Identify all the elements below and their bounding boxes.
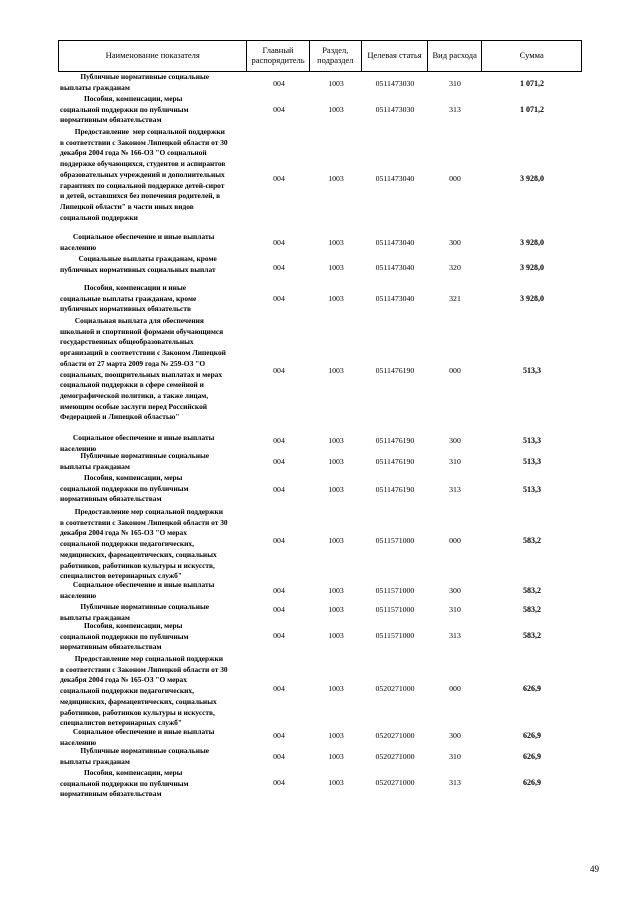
row-sum: 583,2 — [523, 586, 541, 595]
row-section: 1003 — [328, 263, 344, 272]
header-type: Вид расхода — [428, 41, 482, 71]
row-sum: 513,3 — [523, 436, 541, 445]
row-section: 1003 — [328, 457, 344, 466]
row-type: 300 — [449, 731, 461, 740]
row-admin: 004 — [273, 174, 285, 183]
row-name: Пособия, компенсации, меры социальной поддержки по публичным нормативным обязательствам — [60, 473, 189, 504]
row-admin: 004 — [273, 586, 285, 595]
row-section: 1003 — [328, 238, 344, 247]
row-section: 1003 — [328, 536, 344, 545]
row-admin: 004 — [273, 605, 285, 614]
row-admin: 004 — [273, 79, 285, 88]
row-sum: 1 071,2 — [520, 79, 544, 88]
row-type: 000 — [449, 684, 461, 693]
row-section: 1003 — [328, 684, 344, 693]
row-admin: 004 — [273, 238, 285, 247]
row-sum: 1 071,2 — [520, 105, 544, 114]
row-target: 0511476190 — [375, 436, 415, 445]
row-sum: 583,2 — [523, 536, 541, 545]
row-name: Социальная выплата для обеспечения школьной и спортивной формами обучающимся государственных общеобразовательных организаций в соответствии с Законом Липецкой области от 27 марта 2009 года № 259-ОЗ "О социальных, поощрительных выплатах и мерах социальной поддержки в сфере семейной и демографической политики, а также лицам, имеющим особые заслуги перед Российской Федерацией и Липецкой областью" — [60, 316, 226, 422]
row-type: 320 — [449, 263, 461, 272]
row-type: 000 — [449, 536, 461, 545]
row-section: 1003 — [328, 485, 344, 494]
row-target: 0511571000 — [375, 605, 415, 614]
header-sum: Сумма — [519, 50, 544, 61]
row-target: 0511571000 — [375, 631, 415, 640]
row-section: 1003 — [328, 174, 344, 183]
row-target: 0511571000 — [375, 586, 415, 595]
row-admin: 004 — [273, 485, 285, 494]
row-name: Публичные нормативные социальные выплаты гражданам — [60, 602, 210, 622]
row-sum: 513,3 — [523, 366, 541, 375]
row-name: Пособия, компенсации и иные социальные выплаты гражданам, кроме публичных нормативных обязательств — [60, 283, 197, 314]
row-target: 0511571000 — [375, 536, 415, 545]
row-section: 1003 — [328, 631, 344, 640]
header-section: Раздел, подраздел — [310, 41, 362, 71]
row-name: Социальное обеспечение и иные выплаты населению — [60, 580, 215, 600]
row-section: 1003 — [328, 436, 344, 445]
row-section: 1003 — [328, 605, 344, 614]
row-admin: 004 — [273, 436, 285, 445]
row-name: Социальное обеспечение и иные выплаты населению — [60, 727, 215, 747]
row-type: 313 — [449, 105, 461, 114]
row-type: 300 — [449, 586, 461, 595]
row-type: 313 — [449, 778, 461, 787]
row-type: 000 — [449, 174, 461, 183]
row-type: 310 — [449, 605, 461, 614]
header-admin: Главный распорядитель — [247, 41, 309, 71]
row-target: 0511473040 — [375, 174, 415, 183]
row-type: 313 — [449, 485, 461, 494]
row-name: Предоставление мер социальной поддержки в соответствии с Законом Липецкой области от 30 декабря 2004 года № 166-ОЗ "О социальной поддержке обучающихся, студентов и аспирантов образовательных учреждений и дополнительных гарантиях по социальной поддержке детей-сирот и детей, оставшихся без попечения родителей, в Липецкой области" в части иных видов социальной поддержки — [60, 127, 228, 222]
row-target: 0511473040 — [375, 238, 415, 247]
row-target: 0511473030 — [375, 105, 415, 114]
row-admin: 004 — [273, 778, 285, 787]
row-admin: 004 — [273, 631, 285, 640]
row-type: 310 — [449, 752, 461, 761]
header-target: Целевая статья — [362, 41, 428, 71]
row-admin: 004 — [273, 366, 285, 375]
row-section: 1003 — [328, 105, 344, 114]
row-target: 0511473040 — [375, 294, 415, 303]
row-type: 310 — [449, 79, 461, 88]
row-admin: 004 — [273, 684, 285, 693]
row-type: 310 — [449, 457, 461, 466]
header-name: Наименование показателя — [59, 41, 247, 71]
row-section: 1003 — [328, 778, 344, 787]
row-target: 0520271000 — [375, 752, 415, 761]
row-name: Публичные нормативные социальные выплаты гражданам — [60, 451, 210, 471]
row-target: 0520271000 — [375, 731, 415, 740]
row-section: 1003 — [328, 79, 344, 88]
row-admin: 004 — [273, 752, 285, 761]
row-sum: 626,9 — [523, 752, 541, 761]
row-target: 0511476190 — [375, 457, 415, 466]
row-sum: 583,2 — [523, 631, 541, 640]
row-target: 0520271000 — [375, 684, 415, 693]
row-sum: 513,3 — [523, 457, 541, 466]
row-section: 1003 — [328, 586, 344, 595]
row-target: 0520271000 — [375, 778, 415, 787]
page-number: 49 — [590, 864, 599, 874]
row-name: Публичные нормативные социальные выплаты гражданам — [60, 746, 210, 766]
row-name: Публичные нормативные социальные выплаты гражданам — [60, 72, 210, 92]
row-type: 000 — [449, 366, 461, 375]
row-target: 0511473040 — [375, 263, 415, 272]
row-sum: 626,9 — [523, 731, 541, 740]
row-sum: 513,3 — [523, 485, 541, 494]
row-section: 1003 — [328, 366, 344, 375]
row-sum: 583,2 — [523, 605, 541, 614]
row-admin: 004 — [273, 263, 285, 272]
row-admin: 004 — [273, 457, 285, 466]
row-admin: 004 — [273, 294, 285, 303]
row-name: Пособия, компенсации, меры социальной поддержки по публичным нормативным обязательствам — [60, 768, 189, 799]
row-name: Социальные выплаты гражданам, кроме публичных нормативных социальных выплат — [60, 254, 217, 274]
row-name: Социальное обеспечение и иные выплаты населению — [60, 232, 215, 252]
row-type: 321 — [449, 294, 461, 303]
row-name: Предоставление мер социальной поддержки в соответствии с Законом Липецкой области от 30 декабря 2004 года № 165-ОЗ "О мерах социальной поддержки педагогических, медицинских, фармацевтических, социальных работников, работников культуры и искусств, специалистов ветеринарных служб" — [60, 507, 228, 581]
row-sum: 626,9 — [523, 778, 541, 787]
row-section: 1003 — [328, 752, 344, 761]
row-admin: 004 — [273, 536, 285, 545]
row-name: Социальное обеспечение и иные выплаты населению — [60, 433, 215, 453]
row-name: Пособия, компенсации, меры социальной поддержки по публичным нормативным обязательствам — [60, 94, 189, 125]
row-sum: 3 928,0 — [520, 294, 544, 303]
row-name: Предоставление мер социальной поддержки в соответствии с Законом Липецкой области от 30 декабря 2004 года № 165-ОЗ "О мерах социальной поддержки педагогических, медицинских, фармацевтических, социальных работников, работников культуры и искусств, специалистов ветеринарных служб" — [60, 654, 228, 728]
row-sum: 3 928,0 — [520, 263, 544, 272]
row-target: 0511476190 — [375, 485, 415, 494]
row-name: Пособия, компенсации, меры социальной поддержки по публичным нормативным обязательствам — [60, 621, 189, 652]
row-target: 0511476190 — [375, 366, 415, 375]
row-admin: 004 — [273, 105, 285, 114]
row-sum: 3 928,0 — [520, 238, 544, 247]
row-type: 313 — [449, 631, 461, 640]
row-sum: 626,9 — [523, 684, 541, 693]
row-sum: 3 928,0 — [520, 174, 544, 183]
row-admin: 004 — [273, 731, 285, 740]
row-section: 1003 — [328, 731, 344, 740]
row-section: 1003 — [328, 294, 344, 303]
table-header — [58, 40, 582, 72]
row-type: 300 — [449, 436, 461, 445]
row-target: 0511473030 — [375, 79, 415, 88]
row-type: 300 — [449, 238, 461, 247]
